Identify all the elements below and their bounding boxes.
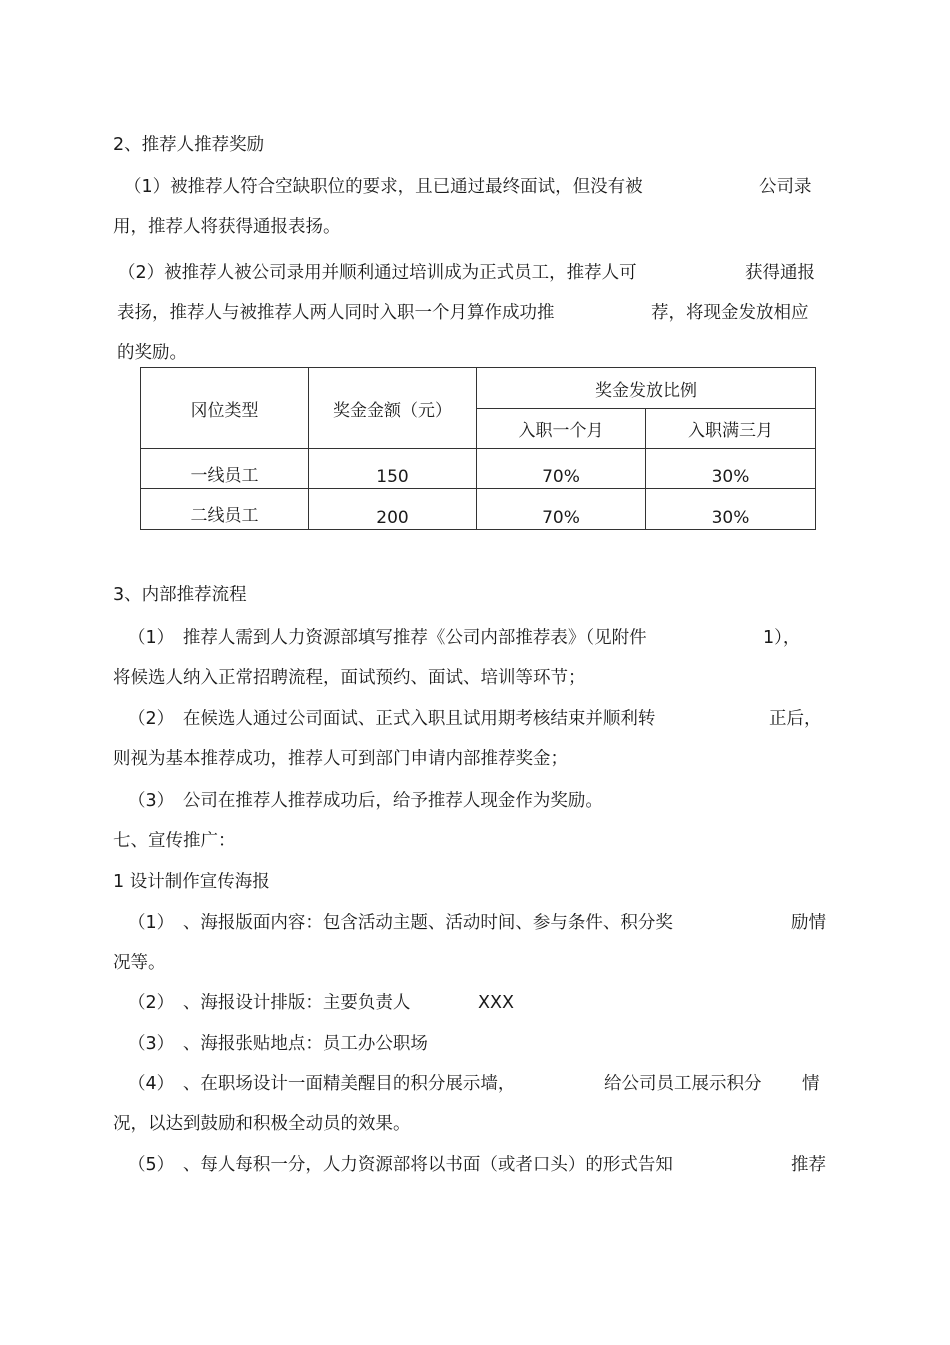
section3-item1-line1-tail: 1），: [763, 628, 801, 648]
section2-p2-line3: 的奖励。: [117, 343, 187, 363]
section7-item2-line1: （2） 、海报设计排版：主要负责人: [128, 993, 411, 1013]
section2-p2-line2-tail: 荐，将现金发放相应: [651, 303, 809, 323]
section2-p1-line1-tail: 公司录: [759, 177, 812, 197]
section3-item3-line1: （3） 公司在推荐人推荐成功后，给予推荐人现金作为奖励。: [128, 791, 603, 811]
section7-item1-line2: 况等。: [113, 953, 166, 973]
section3-item1-line1: （1） 推荐人需到人力资源部填写推荐《公司内部推荐表》（见附件: [128, 628, 647, 648]
section3-item2-line1-tail: 正后，: [769, 709, 822, 729]
section7-item1-line1: （1） 、海报版面内容：包含活动主题、活动时间、参与条件、积分奖: [128, 913, 673, 933]
cell-month1: 70%: [477, 489, 646, 530]
section7-item2-line1-tail: XXX: [478, 993, 514, 1013]
section7-item5-line1: （5） 、每人每积一分，人力资源部将以书面（或者口头）的形式告知: [128, 1155, 673, 1175]
section2-heading: 2、推荐人推荐奖励: [113, 135, 265, 155]
cell-post: 一线员工: [141, 449, 309, 489]
section2-p2-line2: 表扬，推荐人与被推荐人两人同时入职一个月算作成功推: [117, 303, 555, 323]
section7-item4-line1: （4） 、在职场设计一面精美醒目的积分展示墙，: [128, 1074, 516, 1094]
header-ratio: 奖金发放比例: [477, 368, 816, 409]
header-ratio-month1: 入职一个月: [477, 409, 646, 449]
section7-sub1: 1 设计制作宣传海报: [113, 872, 270, 892]
section7-item1-line1-tail: 励情: [791, 913, 826, 933]
table-row: [141, 489, 816, 530]
cell-amount: 150: [309, 449, 477, 489]
section3-item2-line2: 则视为基本推荐成功，推荐人可到部门申请内部推荐奖金；: [113, 749, 568, 769]
cell-amount: 200: [309, 489, 477, 530]
header-post-type: 冈位类型: [141, 368, 309, 449]
section7-item4-line2: 况，以达到鼓励和积极全动员的效果。: [113, 1114, 411, 1134]
bonus-table: [140, 367, 816, 530]
section7-item4-line1-mid: 给公司员工展示积分: [604, 1074, 762, 1094]
header-ratio-month3: 入职满三月: [646, 409, 816, 449]
table-row: [141, 449, 816, 489]
section7-item5-line1-tail: 推荐: [791, 1155, 826, 1175]
section3-item2-line1: （2） 在候选人通过公司面试、正式入职且试用期考核结束并顺利转: [128, 709, 656, 729]
section7-heading: 七、宣传推广：: [113, 831, 236, 851]
cell-month3: 30%: [646, 449, 816, 489]
section7-item3-line1: （3） 、海报张贴地点：员工办公职场: [128, 1034, 428, 1054]
section7-item4-line1-tail: 情: [802, 1074, 820, 1094]
cell-month1: 70%: [477, 449, 646, 489]
section2-p2-line1-tail: 获得通报: [745, 263, 815, 283]
section2-p1-line2: 用，推荐人将获得通报表扬。: [113, 217, 341, 237]
text-segment: （1）被推荐人符合空缺职位的要求，且已通过最终面试，但没有被: [124, 177, 643, 197]
section3-heading: 3、内部推荐流程: [113, 585, 247, 605]
header-amount: 奖金金额（元）: [309, 368, 477, 449]
section3-item1-line2: 将候选人纳入正常招聘流程，面试预约、面试、培训等环节；: [113, 668, 586, 688]
cell-post: 二线员工: [141, 489, 309, 530]
section2-p2-line1: （2）被推荐人被公司录用并顺利通过培训成为正式员工，推荐人可: [118, 263, 637, 283]
section2-p1-line1: [124, 176, 643, 198]
cell-month3: 30%: [646, 489, 816, 530]
